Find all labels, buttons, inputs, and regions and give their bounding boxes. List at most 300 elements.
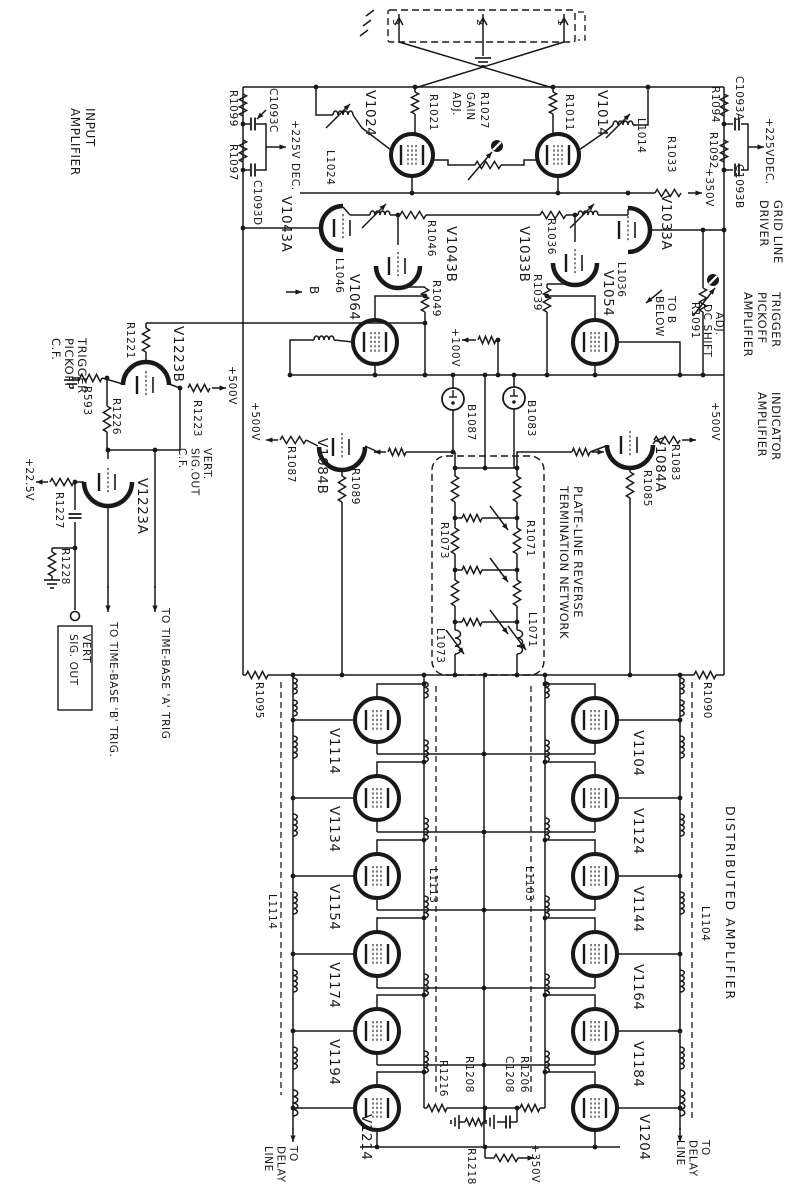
label-terminal-3: 3: [390, 19, 401, 26]
label-v1104: V1104: [630, 730, 646, 777]
junction-dot: [423, 294, 428, 299]
label-l1046: L1046: [333, 258, 345, 294]
tube-symbol: [353, 320, 397, 364]
junction-dot: [626, 191, 631, 196]
label-l1071: L1071: [526, 612, 538, 648]
label-v1214: V1214: [358, 1114, 374, 1161]
dashed-wire: [578, 12, 585, 40]
label-v1223b: V1223B: [170, 326, 186, 383]
label-dc-shift: DC SHIFT: [701, 304, 713, 358]
wire: [375, 296, 425, 320]
label-r1090: R1090: [701, 682, 713, 720]
tube-symbol: [537, 134, 579, 176]
junction-dot: [678, 718, 683, 723]
junction-dot: [515, 620, 520, 625]
arrow-head: [296, 289, 303, 294]
resistor: [494, 1154, 518, 1161]
tube-symbol: [355, 776, 399, 820]
label-to-delay-line-left: TODELAYLINE: [262, 1146, 299, 1183]
junction-dot: [153, 448, 158, 453]
wire: [545, 684, 595, 698]
tube-symbol: [573, 932, 617, 976]
label-v1084b: V1084B: [314, 438, 330, 495]
capacitor: [251, 118, 255, 131]
wire: [377, 1072, 424, 1086]
junction-dot: [396, 213, 401, 218]
label-v1014: V1014: [594, 90, 610, 137]
label-r1049: R1049: [430, 280, 442, 318]
junction-dot: [482, 908, 487, 913]
half-tube-symbol: [607, 431, 653, 468]
tube-symbol: [573, 320, 617, 364]
junction-dot: [453, 466, 458, 471]
junction-dot: [340, 673, 345, 678]
junction-dot: [423, 373, 428, 378]
label-l1014: L1014: [635, 118, 647, 154]
tube-symbol: [573, 854, 617, 898]
resistor: [239, 94, 246, 116]
label-plus500-v1084a: +500V: [709, 402, 721, 442]
junction-dot: [722, 122, 727, 127]
junction-dot: [291, 874, 296, 879]
label-trigger-pickoff-cf: TRIGGERPICKOFFC.F.: [49, 338, 89, 394]
junction-dot: [453, 516, 458, 521]
resistor: [720, 140, 727, 162]
junction-dot: [515, 466, 520, 471]
label-r1083: R1083: [669, 444, 681, 482]
junction-dot: [422, 673, 427, 678]
arrow-head: [690, 437, 697, 442]
label-r1097: R1097: [227, 144, 239, 182]
junction-dot: [241, 226, 246, 231]
junction-dot: [288, 373, 293, 378]
label-plus22-5v: +22.5V: [23, 458, 35, 501]
label-v1184: V1184: [630, 1041, 646, 1088]
wire: [415, 42, 564, 88]
junction-dot: [515, 516, 520, 521]
label-distributed-amplifier: DISTRIBUTED AMPLIFIER: [723, 806, 738, 1002]
label-r1208: R1208: [463, 1056, 475, 1094]
junction-dot: [593, 1145, 598, 1150]
label-r1227: R1227: [53, 492, 65, 530]
junction-dot: [701, 228, 706, 233]
wire: [377, 840, 424, 854]
label-l1103: L1103: [523, 866, 535, 902]
label-v1223a: V1223A: [134, 478, 150, 535]
label-v1054: V1054: [600, 270, 616, 317]
label-r1021: R1021: [427, 94, 439, 132]
resistor: [48, 552, 55, 576]
junction-dot: [291, 952, 296, 957]
junction-dot: [291, 1106, 296, 1111]
label-r1218: R1218: [465, 1148, 477, 1186]
junction-dot: [678, 373, 683, 378]
junction-dot: [678, 1029, 683, 1034]
wire: [501, 160, 537, 165]
label-l1073: L1073: [434, 628, 446, 664]
output-terminal: [71, 612, 80, 621]
junction-dot: [543, 1070, 548, 1075]
junction-dot: [422, 1070, 427, 1075]
resistor: [462, 514, 482, 521]
resistor: [451, 528, 458, 554]
resistor: [400, 211, 426, 218]
inductor-coil: [578, 211, 598, 215]
junction-dot: [551, 85, 556, 90]
label-r1228: R1228: [59, 548, 71, 586]
label-r1087: R1087: [285, 446, 297, 484]
junction-dot: [483, 1145, 488, 1150]
wire: [360, 30, 368, 36]
label-plus225v-dec-left: +225V DEC.: [289, 120, 301, 191]
label-r1027-gain-adj: R1027GAINADJ.: [450, 92, 490, 130]
wire: [366, 10, 374, 16]
label-plus500-r1223: +500V: [226, 366, 238, 406]
junction-dot: [678, 673, 683, 678]
dashed-enclosure: [388, 10, 575, 42]
capacitor: [506, 1116, 510, 1129]
label-plus350-bottom: +350V: [529, 1144, 541, 1184]
label-input-amplifier: INPUTAMPLIFIER: [68, 108, 97, 176]
half-tube-symbol: [376, 252, 420, 288]
resistor: [103, 406, 110, 432]
label-r1071: R1071: [524, 520, 536, 558]
label-to-time-base-b-trig: TO TIME-BASE 'B' TRIG.: [107, 622, 119, 758]
tube-symbol: [355, 698, 399, 742]
label-v1144: V1144: [630, 886, 646, 933]
junction-dot: [410, 191, 415, 196]
junction-dot: [291, 796, 296, 801]
label-to-b-below: TO BBELOW: [653, 296, 677, 337]
label-v1194: V1194: [326, 1039, 342, 1086]
resistor: [239, 140, 246, 162]
neon-bulb-symbol: [503, 387, 525, 409]
junction-dot: [593, 373, 598, 378]
label-v1084a: V1084A: [652, 436, 668, 493]
neon-bulb-symbol: [442, 388, 464, 410]
label-trigger-pickoff-amplifier: TRIGGERPICKOFFAMPLIFIER: [741, 292, 783, 358]
half-tube-symbol: [84, 468, 132, 506]
junction-dot: [543, 993, 548, 998]
junction-dot: [482, 752, 487, 757]
label-r1094: R1094: [709, 86, 721, 124]
junction-dot: [543, 916, 548, 921]
label-vert-sig-out-box: VERTSIG. OUT: [67, 634, 92, 686]
junction-dot: [291, 673, 296, 678]
junction-dot: [482, 830, 487, 835]
label-v1134: V1134: [326, 806, 342, 853]
wire: [617, 342, 680, 375]
junction-dot: [543, 682, 548, 687]
junction-dot: [453, 568, 458, 573]
junction-dot: [241, 122, 246, 127]
label-r1036: R1036: [545, 218, 557, 256]
label-b1083-label: B1083: [525, 400, 537, 437]
junction-dot: [543, 673, 548, 678]
junction-dot: [515, 673, 520, 678]
junction-dot: [496, 338, 501, 343]
label-b1087-label: B1087: [465, 404, 477, 441]
half-tube-symbol: [321, 206, 350, 250]
capacitor: [69, 514, 82, 518]
junction-dot: [545, 373, 550, 378]
arrow-head: [220, 385, 227, 390]
junction-dot: [483, 373, 488, 378]
resistor: [626, 472, 633, 498]
resistor: [338, 476, 345, 502]
label-r1085: R1085: [641, 470, 653, 508]
junction-dot: [423, 321, 428, 326]
wire: [377, 995, 424, 1009]
resistor: [543, 288, 550, 312]
resistor: [462, 566, 482, 573]
junction-dot: [543, 838, 548, 843]
arrow-head: [290, 1136, 295, 1143]
wire: [377, 762, 424, 776]
resistor: [513, 476, 520, 502]
wire: [377, 918, 424, 932]
junction-dot: [483, 1106, 488, 1111]
resistor: [451, 580, 458, 606]
label-r1039: R1039: [531, 274, 543, 312]
label-l1036: L1036: [615, 262, 627, 298]
junction-dot: [73, 546, 78, 551]
resistor: [572, 448, 590, 455]
tube-symbol: [355, 854, 399, 898]
label-plate-line-reverse-termination-network: PLATE-LINE REVERSETERMINATION NETWORK: [557, 486, 585, 640]
junction-dot: [105, 376, 110, 381]
ground-icon: [44, 580, 60, 588]
wire: [377, 684, 424, 698]
resistor: [513, 580, 520, 606]
label-r1011: R1011: [563, 94, 575, 132]
screwdriver-adjust-icon: [491, 140, 503, 152]
wire: [545, 762, 595, 776]
wire: [363, 20, 371, 26]
arrow-head: [696, 190, 703, 195]
resistor: [280, 436, 306, 443]
arrow-head: [105, 606, 110, 613]
wire: [545, 995, 595, 1009]
label-c1093c: C1093C: [267, 88, 279, 133]
arrow-head: [36, 479, 43, 484]
resistor: [388, 448, 406, 455]
resistor: [246, 671, 268, 678]
label-vert-sig-out-cf: VERT.SIG.OUTC.F.: [176, 448, 213, 496]
label-indicator-amplifier: INDICATORAMPLIFIER: [755, 392, 783, 461]
tube-symbol: [573, 698, 617, 742]
screwdriver-adjust-icon: [707, 274, 719, 286]
junction-dot: [678, 796, 683, 801]
label-plus500-v1084b: +500V: [249, 402, 261, 442]
label-r1091: R1091: [689, 302, 701, 340]
label-adj: ADJ.: [713, 312, 725, 337]
label-r1089: R1089: [349, 468, 361, 506]
label-r1073: R1073: [438, 522, 450, 560]
label-r1099: R1099: [227, 90, 239, 128]
junction-dot: [515, 1106, 520, 1111]
label-to-time-base-a-trig: TO TIME-BASE 'A' TRIG: [159, 608, 171, 740]
junction-dot: [451, 373, 456, 378]
junction-dot: [422, 760, 427, 765]
label-terminal-1: 1: [555, 19, 566, 26]
label-c1208: C1208: [503, 1056, 515, 1094]
junction-dot: [483, 466, 488, 471]
capacitor: [251, 164, 255, 177]
junction-dot: [241, 168, 246, 173]
junction-dot: [573, 213, 578, 218]
label-v1043a: V1043A: [278, 196, 294, 253]
arrow-head: [280, 144, 287, 149]
junction-dot: [453, 673, 458, 678]
junction-dot: [512, 373, 517, 378]
junction-dot: [678, 952, 683, 957]
label-c1093d: C1093D: [251, 180, 263, 226]
resistor: [188, 384, 210, 391]
junction-dot: [178, 386, 183, 391]
label-v1124: V1124: [630, 808, 646, 855]
label-v1033a: V1033A: [658, 194, 674, 251]
label-r1206: R1206: [518, 1056, 530, 1094]
label-r1046: R1046: [425, 220, 437, 258]
junction-dot: [413, 85, 418, 90]
junction-dot: [451, 450, 456, 455]
resistor: [520, 1104, 540, 1111]
wire: [343, 207, 350, 215]
label-v1043b: V1043B: [443, 226, 459, 283]
resistor: [465, 1118, 483, 1125]
label-terminal-2: 2: [474, 19, 485, 26]
junction-dot: [482, 1063, 487, 1068]
tube-symbol: [573, 1086, 617, 1130]
junction-dot: [73, 480, 78, 485]
wire: [290, 340, 314, 375]
wire: [545, 840, 595, 854]
arrow-head: [266, 437, 273, 442]
junction-dot: [314, 85, 319, 90]
tube-symbol: [355, 932, 399, 976]
junction-dot: [373, 373, 378, 378]
label-plus225vdec-right: +225VDEC.: [763, 118, 775, 185]
junction-dot: [422, 916, 427, 921]
junction-dot: [722, 228, 727, 233]
junction-dot: [496, 373, 501, 378]
resistor: [421, 288, 428, 312]
junction-dot: [291, 718, 296, 723]
wire: [434, 160, 475, 165]
label-v1024: V1024: [362, 90, 378, 137]
resistor: [142, 328, 149, 352]
junction-dot: [556, 191, 561, 196]
wire: [399, 42, 553, 88]
arrow-head: [598, 449, 605, 454]
label-plus100: +100V: [449, 328, 461, 368]
wire: [545, 918, 595, 932]
junction-dot: [375, 1145, 380, 1150]
label-plus350-top: +350V: [703, 168, 715, 208]
half-tube-symbol: [553, 249, 597, 285]
resistor: [513, 528, 520, 554]
half-tube-symbol: [123, 362, 169, 397]
label-r1223: R1223: [191, 400, 203, 438]
label-v1204: V1204: [636, 1114, 652, 1161]
junction-dot: [422, 838, 427, 843]
junction-dot: [722, 168, 727, 173]
tube-symbol: [355, 1009, 399, 1053]
junction-dot: [701, 373, 706, 378]
label-v1033b: V1033B: [516, 226, 532, 283]
arrow-head: [462, 337, 469, 342]
junction-dot: [482, 986, 487, 991]
wire: [334, 340, 353, 342]
label-r1095: R1095: [253, 682, 265, 720]
junction-dot: [422, 993, 427, 998]
junction-dot: [422, 682, 427, 687]
label-l1113: L1113: [427, 868, 439, 904]
resistor: [694, 671, 716, 678]
label-v1174: V1174: [326, 962, 342, 1009]
junction-dot: [291, 1029, 296, 1034]
inductor-coil: [370, 211, 390, 215]
tube-symbol: [391, 134, 433, 176]
label-l1024: L1024: [324, 150, 336, 186]
junction-dot: [646, 85, 651, 90]
resistor: [462, 618, 482, 625]
label-v1064: V1064: [346, 274, 362, 321]
inductor-coil: [314, 336, 334, 340]
label-b-point: B: [307, 286, 321, 295]
resistor: [427, 1104, 447, 1111]
label-r593: R593: [81, 386, 93, 416]
label-l1104: L1104: [699, 906, 711, 942]
label-r1092: R1092: [707, 132, 719, 170]
ground-icon: [451, 1115, 459, 1129]
resistor: [478, 336, 496, 343]
label-v1154: V1154: [326, 884, 342, 931]
label-grid-line-driver: GRID LINEDRIVER: [757, 200, 785, 264]
wire: [316, 87, 333, 115]
junction-dot: [678, 874, 683, 879]
label-r1221: R1221: [124, 322, 136, 360]
label-v1114: V1114: [326, 728, 342, 775]
junction-dot: [483, 673, 488, 678]
label-c1093a: C1093A: [733, 76, 745, 121]
resistor: [50, 478, 74, 485]
wire: [545, 1072, 595, 1086]
label-r1033: R1033: [665, 136, 677, 174]
resistor: [549, 92, 556, 114]
label-to-delay-line-right: TODELAYLINE: [674, 1140, 711, 1177]
label-r1226: R1226: [110, 398, 122, 436]
junction-dot: [545, 294, 550, 299]
ground-icon: [486, 1115, 494, 1129]
junction-dot: [678, 1106, 683, 1111]
wire: [256, 124, 266, 170]
tube-symbol: [573, 776, 617, 820]
label-v1164: V1164: [630, 964, 646, 1011]
label-r1216: R1216: [437, 1060, 449, 1098]
tube-symbol: [573, 1009, 617, 1053]
resistor: [411, 92, 418, 114]
wire: [547, 296, 595, 320]
arrow-head: [152, 606, 157, 613]
wire: [517, 452, 572, 468]
junction-dot: [515, 568, 520, 573]
junction-dot: [106, 448, 111, 453]
label-l1114: L1114: [266, 894, 278, 930]
resistor: [451, 476, 458, 502]
junction-dot: [628, 673, 633, 678]
